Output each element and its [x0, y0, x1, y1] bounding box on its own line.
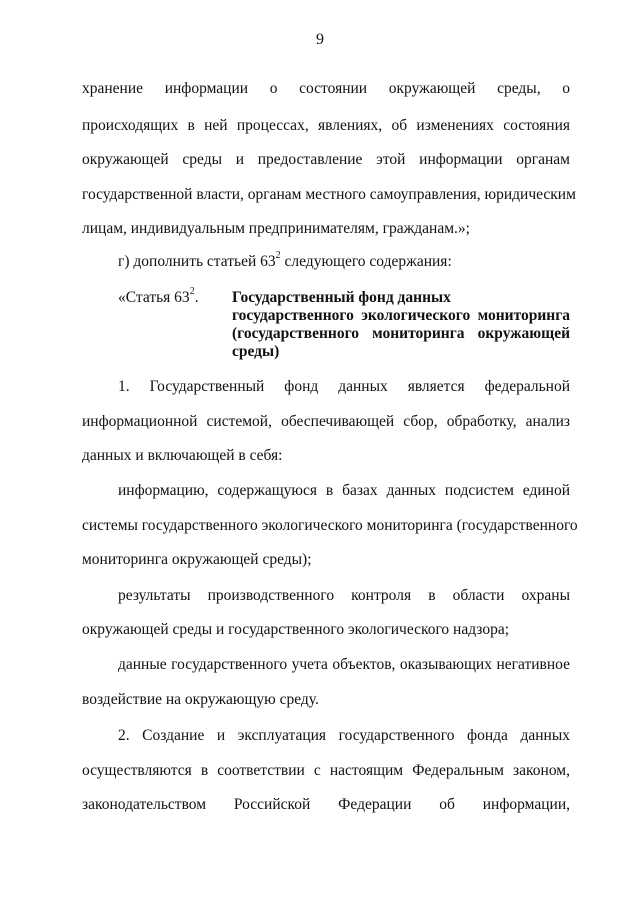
amendment-line	[118, 250, 570, 271]
text-line: 1. Государственный фонд данных является федеральной	[118, 378, 570, 395]
text-line: осуществляются в соответствии с настоящим Федеральным законом,	[82, 762, 570, 779]
article-label: «Статья $63^2$.	[118, 286, 199, 306]
article-superscript: 2	[189, 286, 195, 297]
text-line: воздействие на окружающую среду.	[82, 691, 319, 708]
article-title-line: (государственного мониторинга окружающей	[232, 325, 570, 342]
text-line: лицам, индивидуальным предпринимателям, гражданам.»;	[82, 220, 470, 237]
text-line: хранение информации о состоянии окружающей среды, о	[82, 80, 570, 97]
text-line: информационной системой, обеспечивающей сбор, обработку, анализ	[82, 413, 570, 430]
article-title-line: государственного экологического мониторинга	[232, 307, 570, 324]
text-line: информацию, содержащуюся в базах данных подсистем единой	[118, 482, 570, 499]
text-line: данных и включающей в себя:	[82, 447, 283, 464]
text-line: результаты производственного контроля в области охраны	[118, 587, 570, 604]
amendment-tail: следующего содержания:	[280, 253, 452, 270]
text-line: системы государственного экологического мониторинга (государственного	[82, 517, 578, 534]
article-heading	[118, 286, 570, 369]
page-number: 9	[316, 31, 324, 48]
text-line: происходящих в ней процессах, явлениях, об изменениях состояния	[82, 117, 570, 134]
text-line: 2. Создание и эксплуатация государственного фонда данных	[118, 727, 570, 744]
text-line: окружающей среды и предоставление этой информации органам	[82, 151, 570, 168]
text-line: данные государственного учета объектов, оказывающих негативное	[118, 656, 570, 673]
article-title-line: среды)	[232, 343, 280, 360]
article-title	[232, 289, 570, 361]
text-line: мониторинга окружающей среды);	[82, 551, 312, 568]
amendment-text: г) дополнить статьей 63	[118, 253, 276, 270]
text-line: окружающей среды и государственного экологического надзора;	[82, 621, 510, 638]
text-line: государственной власти, органам местного самоуправления, юридическим	[82, 186, 576, 203]
amendment-superscript: 2	[275, 250, 281, 261]
text-line: законодательством Российской Федерации об информации,	[82, 796, 570, 813]
article-title-line: Государственный фонд данных	[232, 289, 451, 306]
